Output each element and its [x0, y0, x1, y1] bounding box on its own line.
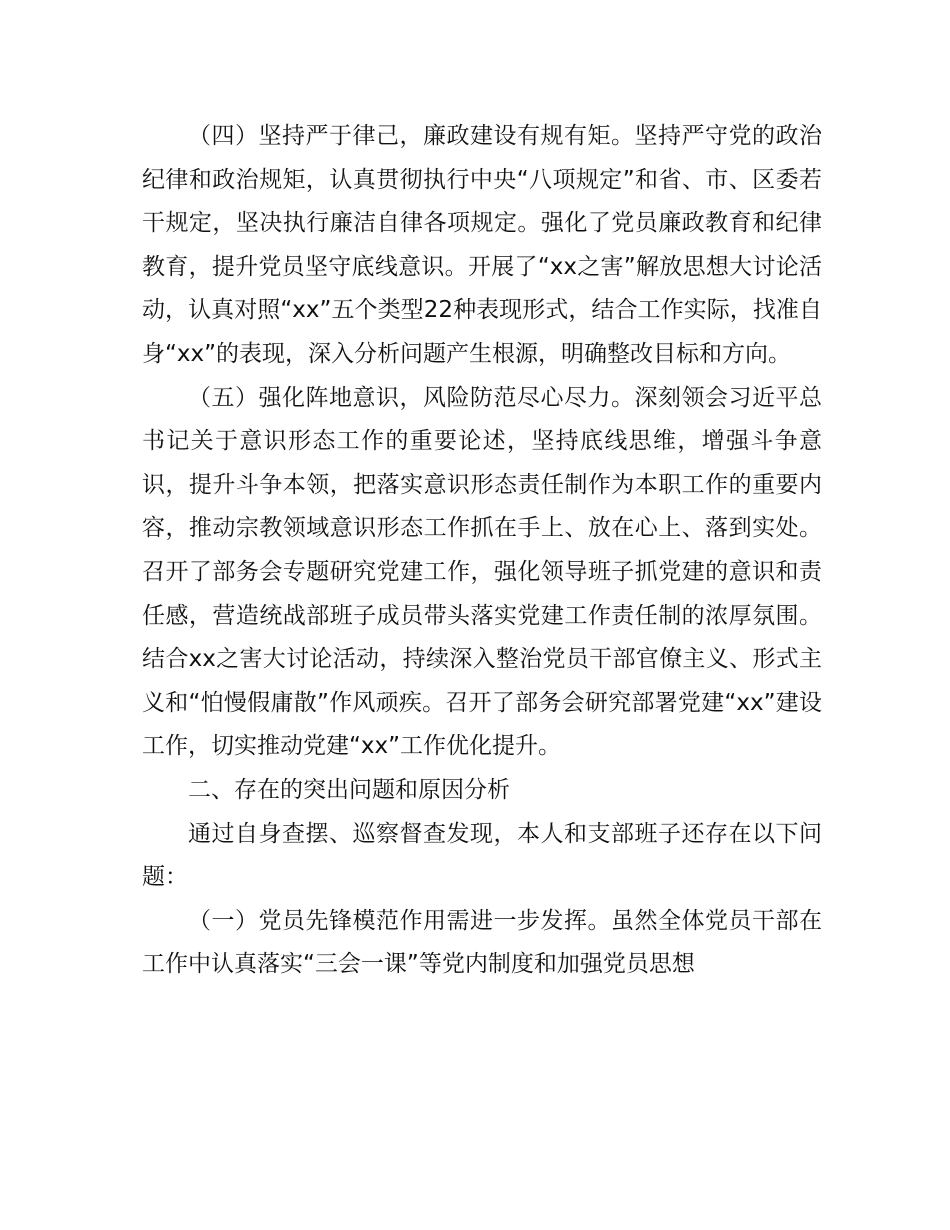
document-body: [142, 115, 822, 987]
section-heading-problems: 二、存在的突出问题和原因分析: [188, 776, 510, 803]
paragraph-vanguard: （一）党员先锋模范作用需进一步发挥。虽然全体党员干部在工作中认真落实“三会一课”等党内制度和加强党员思想: [142, 907, 822, 978]
paragraph-integrity: （四）坚持严于律己，廉政建设有规有矩。坚持严守党的政治纪律和政治规矩，认真贯彻执行中央“八项规定”和省、市、区委若干规定，坚决执行廉洁自律各项规定。强化了党员廉政教育和纪律教育，提升党员坚守底线意识。开展了“xx之害”解放思想大讨论活动，认真对照“xx”五个类型22种表现形式，结合工作实际，找准自身“xx”的表现，深入分析问题产生根源，明确整改目标和方向。: [142, 123, 822, 367]
paragraph-ideology: （五）强化阵地意识，风险防范尽心尽力。深刻领会习近平总书记关于意识形态工作的重要论述，坚持底线思维，增强斗争意识，提升斗争本领，把落实意识形态责任制作为本职工作的重要内容，推动宗教领域意识形态工作抓在手上、放在心上、落到实处。召开了部务会专题研究党建工作，强化领导班子抓党建的意识和责任感，营造统战部班子成员带头落实党建工作责任制的浓厚氛围。结合xx之害大讨论活动，持续深入整治党员干部官僚主义、形式主义和“怕慢假庸散”作风顽疾。召开了部务会研究部署党建“xx”建设工作，切实推动党建“xx”工作优化提升。: [142, 384, 822, 760]
paragraph-intro-problems: 通过自身查摆、巡察督查发现，本人和支部班子还存在以下问题：: [142, 820, 822, 891]
